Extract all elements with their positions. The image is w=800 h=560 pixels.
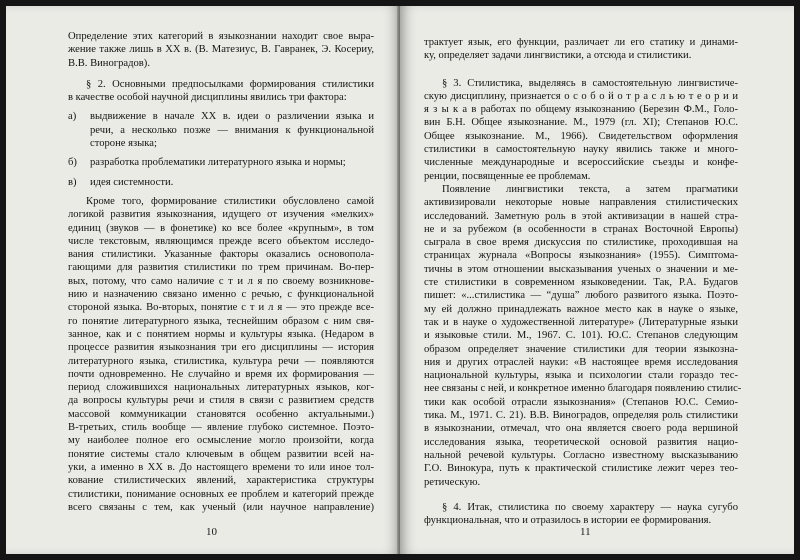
text-line: разработка проблематики литературного языка и нормы;	[90, 157, 346, 169]
text-line: § 3. Стилистика, выделяясь в самостоятельную лингвистиче-	[442, 77, 738, 89]
paragraph-gap	[68, 70, 374, 78]
text-line: кование стилистических явлений, характеристика структуры	[68, 475, 374, 487]
section-4-paragraph	[424, 501, 738, 528]
text-line: уки, а именно в XX в. До настоящего времени то или иное тол-	[68, 461, 374, 473]
text-line: жение также лишь в XX в. (В. Матезиус, В. Гавранек, Э. Косериу,	[68, 44, 374, 56]
list-marker: в)	[68, 176, 77, 188]
text-line: стилистики в самостоятельную науку явились также и много-	[424, 144, 738, 156]
text-line: му ей должно принадлежать важное место как в науке о языке,	[424, 303, 738, 315]
text-line: всего связаны с тем, как ученый (или научное направление)	[68, 501, 374, 513]
text-line: национальной культуры, языка и психологии стали гораздо тес-	[424, 370, 738, 382]
text-line: период сложившихся национальных литературных языков, ког-	[68, 382, 374, 394]
text-line: вин Б.Н. Общее языкознание. М., 1979 (гл. XI); Степанов Ю.С.	[424, 117, 738, 129]
text-line: так и в науке о художественной литературе» (Литературные языки	[424, 316, 738, 328]
list-marker: б)	[68, 157, 77, 169]
text-line: Появление лингвистики текста, а затем прагматики	[442, 183, 738, 195]
text-line: да вопросы культуры речи и стиля в связи с развитием средств	[68, 395, 374, 407]
text-line: логикой развития языкознания, идущего от изучения «мелких»	[68, 209, 374, 221]
text-line: гающими для развития стилистики по трем причинам. Во-пер-	[68, 262, 374, 274]
text-line: тика. М., 1971. С. 21). В.В. Виноградов, определяя роль стилистики	[424, 410, 738, 422]
linguistics-paragraph	[424, 183, 742, 489]
text-line: выдвижение в начале XX в. идеи о различении языка и	[90, 111, 374, 123]
text-line: вых, потому, что само наличие с т и л я по своему возникнове-	[68, 275, 374, 287]
text-line: и языковые стили. М., 1967. С. 101). Ю.С. Степанов следующим	[424, 330, 738, 342]
text-line: литературного языка, стилистика, культура речи — появляются	[68, 355, 374, 367]
text-line: Общее языкознание. М., 1966). Свидетельством оформления	[424, 130, 738, 142]
text-line: стороной языка. Во-вторых, понятие с т и л я — это прежде все-	[68, 302, 374, 314]
text-line: нее связаны с ней, и конкретное именно благодаря появлению стилис-	[424, 383, 742, 395]
text-line: страницах журнала «Вопросы языкознания» (1955). Симптома-	[424, 250, 738, 262]
text-line: Определение этих категорий в языкознании находит свое выра-	[68, 31, 374, 42]
text-line: процессе развития языкознания три его дисциплины — история	[68, 342, 374, 354]
right-page	[400, 6, 794, 554]
right-page-text	[424, 36, 742, 527]
text-line: го понятие литературного языка, теснейшим образом с ним свя-	[68, 315, 374, 327]
text-line: Кроме того, формирование стилистики обусловлено самой	[86, 195, 374, 207]
text-line: пишет: «...стилистика — “душа” любого развитого языка. Поэто-	[424, 290, 738, 302]
left-page-text	[68, 30, 374, 514]
text-line: числе текстовым, являющимся прежде всего объектом исследо-	[68, 235, 374, 247]
text-line: активизировали некоторые новые направления стилистических	[424, 197, 738, 209]
text-line: нию и назначению связано именно с речью, с функциональной	[68, 289, 374, 301]
text-line: в языкознании, отмечал, что она является своего рода вершиной	[424, 423, 738, 435]
list-item-c	[68, 176, 374, 189]
continuation-paragraph	[424, 36, 738, 63]
text-line: сте стилистики в современном языковедении. Так, Р.А. Будагов	[424, 277, 738, 289]
text-line: тики как особой отрасли языкознания» (Степанов Ю.С. Семио-	[424, 396, 738, 408]
text-line: я з ы к а в работах по общему языкознанию (Березин Ф.М., Голо-	[424, 104, 738, 116]
text-line: тичны в этом отношении высказывания ученых о значении и ме-	[424, 263, 738, 275]
text-line: нальной речевой культуры. Согласно известному высказыванию	[424, 449, 738, 461]
text-line: понятие системы стало ключевым в общем развитии всей на-	[68, 448, 374, 460]
paragraph-gap	[424, 63, 738, 77]
text-line: ренции, посвященные ее проблемам.	[424, 170, 591, 182]
text-line: скую дисциплину, признается о с о б о й о т р а с л ь ю т е о р и и	[424, 90, 738, 102]
text-line: стилистики, понимание основных ее проблем и категорий прежде	[68, 488, 374, 500]
text-line: § 4. Итак, стилистика по своему характеру — наука сугубо	[442, 501, 738, 513]
text-line: в качестве особой научной дисциплины явились три фактора:	[68, 92, 347, 104]
section-2-heading	[68, 78, 374, 105]
page-number: 10	[206, 526, 217, 538]
text-line: не и за рубежом (в особенности в странах Восточной Европы)	[424, 223, 738, 235]
list-item-b	[68, 156, 374, 169]
text-line: му наиболее полное его осмысление могло произойти, когда	[68, 435, 374, 447]
text-line: В-третьих, стиль вообще — явление глубоко системное. Поэто-	[68, 422, 374, 434]
text-line: стороне языка;	[90, 138, 157, 150]
text-line: ку, определяет задачи лингвистики, а отсюда и стилистики.	[424, 50, 692, 62]
text-line: исследований. Заметную роль в этой активизации в нашей стра-	[424, 210, 738, 222]
list-marker: а)	[68, 111, 77, 123]
text-line: ретическую.	[424, 476, 481, 488]
text-line: почти одновременно. Не случайно и время их формирования —	[68, 368, 374, 380]
text-line: Г.О. Винокура, путь к практической стилистике лежит через тео-	[424, 463, 738, 475]
text-line: исследования языка, теоретической основой развития нацио-	[424, 436, 738, 448]
text-line: занное, как и с понятием нормы и культуры языка. (Недаром в	[68, 328, 374, 340]
intro-paragraph	[68, 30, 374, 70]
text-line: ния и других отраслей науки: «В настоящее время исследования	[424, 356, 738, 368]
main-paragraph	[68, 195, 374, 514]
text-line: § 2. Основными предпосылками формирования стилистики	[86, 78, 374, 90]
text-line: численные международные и всероссийские съезды и конфе-	[424, 157, 738, 169]
text-line: трактует язык, его функции, различает ли его статику и динами-	[424, 37, 738, 48]
text-line: массовой коммуникации становятся особенно актуальными.)	[68, 408, 374, 420]
page-number: 11	[580, 526, 591, 538]
text-line: образом определяет значение стилистики для теории языкозна-	[424, 343, 738, 355]
paragraph-gap	[424, 489, 738, 501]
text-line: функциональная, что и отразилось в истории ее формирования.	[424, 515, 712, 527]
list-item-a	[68, 110, 374, 150]
text-line: сыграла в свое время дискуссия по стилистике, проходившая на	[424, 237, 738, 249]
text-line: В.В. Виноградов).	[68, 57, 150, 69]
text-line: речи, а несколько позже — внимания к функциональной	[90, 124, 374, 136]
left-page	[6, 6, 400, 554]
text-line: вания стилистики. Указанные факторы оказались основопола-	[68, 249, 374, 261]
text-line: единиц (звуков — в фонетике) ко все более «крупным», в том	[68, 222, 374, 234]
section-3-paragraph	[424, 77, 738, 183]
text-line: идея системности.	[90, 176, 174, 188]
